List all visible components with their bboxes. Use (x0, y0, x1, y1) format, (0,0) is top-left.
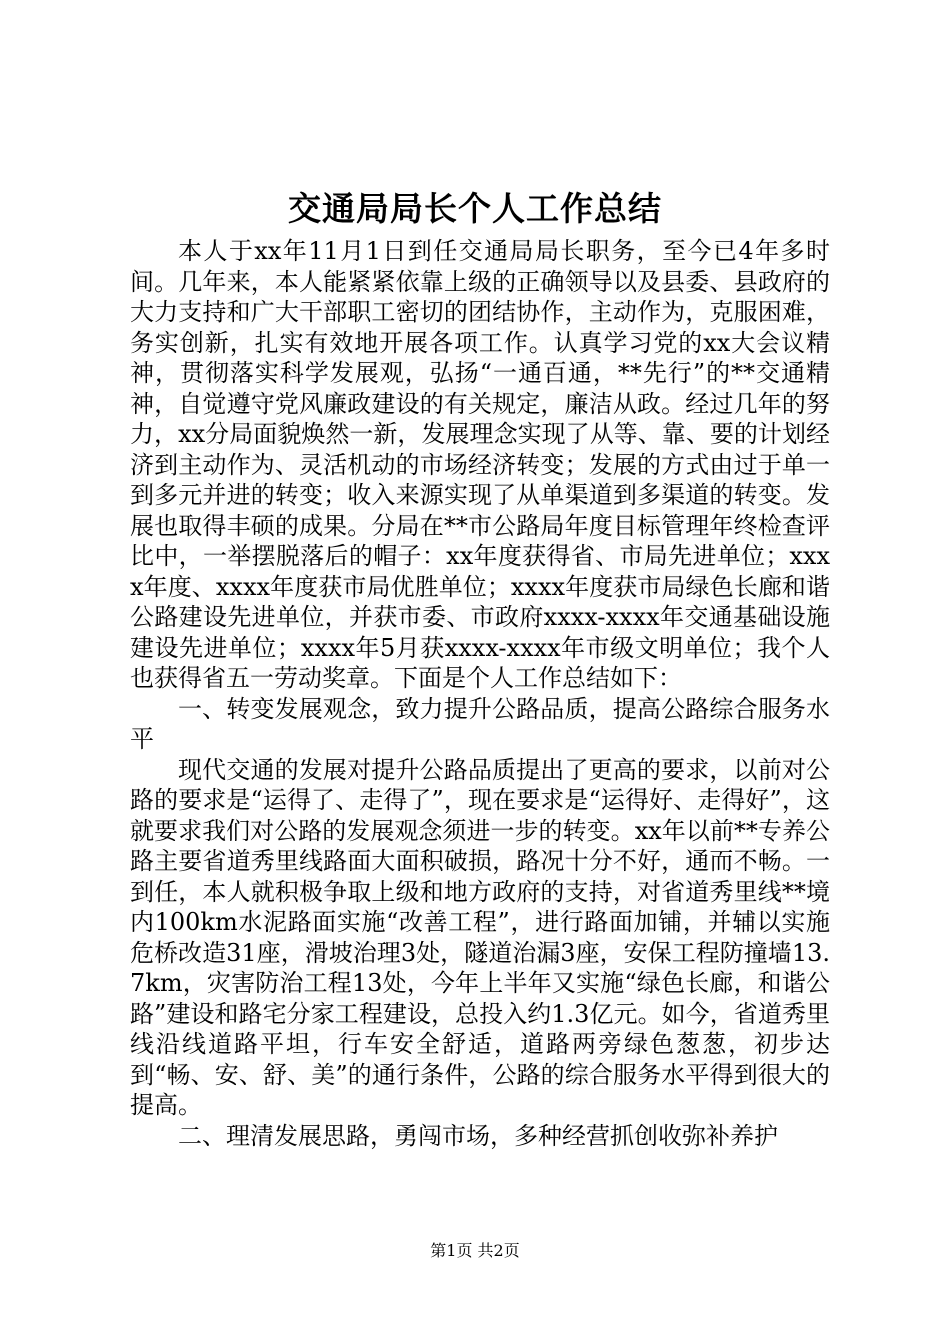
intro-paragraph: 本人于xx年11月1日到任交通局局长职务，至今已4年多时间。几年来，本人能紧紧依靠上级的正确领导以及县委、县政府的大力支持和广大干部职工密切的团结协作，主动作为，克服困难，务实创新，扎实有效地开展各项工作。认真学习党的xx大会议精神，贯彻落实科学发展观，弘扬“一通百通，**先行”的**交通精神，自觉遵守党风廉政建设的有关规定，廉洁从政。经过几年的努力，xx分局面貌焕然一新，发展理念实现了从等、靠、要的计划经济到主动作为、灵活机动的市场经济转变；发展的方式由过于单一到多元并进的转变；收入来源实现了从单渠道到多渠道的转变。发展也取得丰硕的成果。分局在**市公路局年度目标管理年终检查评比中，一举摆脱落后的帽子：xx年度获得省、市局先进单位；xxxx年度、xxxx年度获市局优胜单位；xxxx年度获市局绿色长廊和谐公路建设先进单位，并获市委、市政府xxxx-xxxx年交通基础设施建设先进单位；xxxx年5月获xxxx-xxxx年市级文明单位；我个人也获得省五一劳动奖章。下面是个人工作总结如下： (130, 237, 830, 692)
document-title: 交通局局长个人工作总结 (288, 189, 662, 228)
section-heading-2: 二、理清发展思路，勇闯市场，多种经营抓创收弥补养护 (178, 1121, 778, 1150)
page-footer: 第1页 共2页 (430, 1241, 520, 1260)
document-body (130, 236, 830, 1151)
section-heading-1: 一、转变发展观念，致力提升公路品质，提高公路综合服务水平 (130, 694, 830, 753)
section-1-paragraph: 现代交通的发展对提升公路品质提出了更高的要求，以前对公路的要求是“运得了、走得了”，现在要求是“运得好、走得好”，这就要求我们对公路的发展观念须进一步的转变。xx年以前**专养公路主要省道秀里线路面大面积破损，路况十分不好，通而不畅。一到任，本人就积极争取上级和地方政府的支持，对省道秀里线**境内100km水泥路面实施“改善工程”，进行路面加铺，并辅以实施危桥改造31座，滑坡治理3处，隧道治漏3座，安保工程防撞墙13.7km，灾害防治工程13处，今年上半年又实施“绿色长廊，和谐公路”建设和路宅分家工程建设，总投入约1.3亿元。如今，省道秀里线沿线道路平坦，行车安全舒适，道路两旁绿色葱葱，初步达到“畅、安、舒、美”的通行条件，公路的综合服务水平得到很大的提高。 (130, 755, 830, 1119)
